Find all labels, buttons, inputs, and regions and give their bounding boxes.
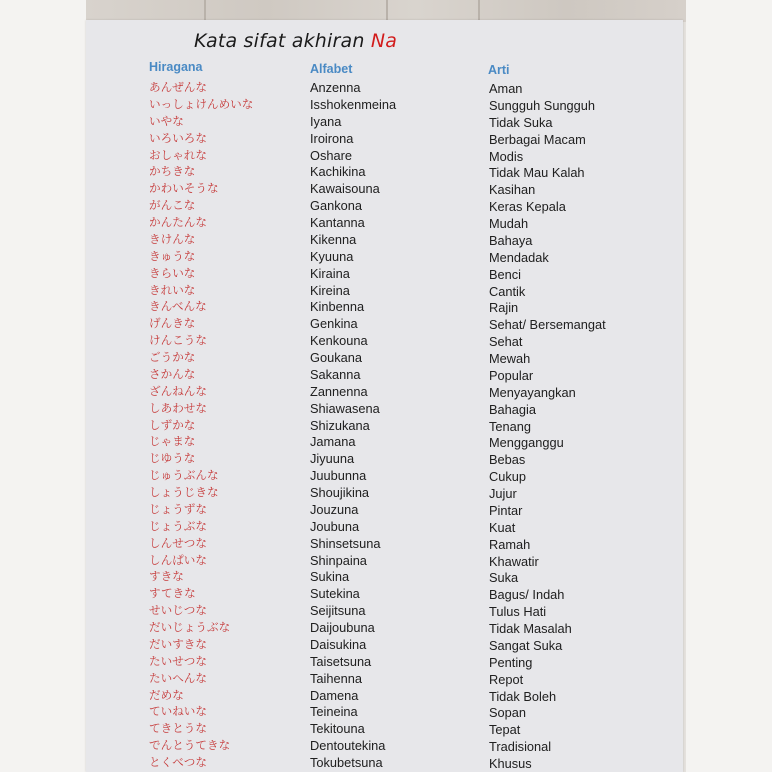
alfabet-word: Kachikina <box>310 164 366 180</box>
alfabet-word: Teineina <box>310 704 358 720</box>
hiragana-word: じょうぶな <box>149 518 207 533</box>
arti-word: Aman <box>489 81 523 96</box>
arti-word: Kasihan <box>489 182 536 198</box>
alfabet-word: Tokubetsuna <box>310 755 383 770</box>
hiragana-word: ざんねんな <box>149 383 207 398</box>
hiragana-word: しずかな <box>149 417 196 432</box>
alfabet-word: Dentoutekina <box>310 738 386 754</box>
hiragana-word: しんぱいな <box>149 552 207 567</box>
arti-word: Ramah <box>489 536 531 552</box>
hiragana-word: けんこうな <box>149 333 207 348</box>
header-alfabet: Alfabet <box>310 62 353 76</box>
alfabet-word: Gankona <box>310 198 362 214</box>
hiragana-word: じゆうな <box>149 451 196 466</box>
hiragana-word: たいへんな <box>149 670 207 685</box>
hiragana-word: とくべつな <box>149 755 207 769</box>
hiragana-word: きれいな <box>149 282 196 297</box>
hiragana-word: さかんな <box>149 366 196 381</box>
arti-word: Cantik <box>489 283 526 299</box>
hiragana-word: でんとうてきな <box>149 738 231 753</box>
hiragana-word: しあわせな <box>149 400 207 415</box>
sheet-title <box>194 30 397 52</box>
alfabet-word: Jouzuna <box>310 501 359 517</box>
hiragana-word: かちきな <box>149 164 196 179</box>
arti-word: Sungguh Sungguh <box>489 97 596 113</box>
alfabet-word: Taisetsuna <box>310 653 372 669</box>
arti-word: Suka <box>489 570 519 586</box>
arti-word: Kuat <box>489 519 516 535</box>
hiragana-word: しんせつな <box>149 535 207 550</box>
arti-word: Benci <box>489 266 522 282</box>
alfabet-word: Genkina <box>310 316 358 332</box>
hiragana-word: きらいな <box>149 265 196 280</box>
arti-word: Pintar <box>489 502 523 518</box>
alfabet-word: Taihenna <box>310 670 362 686</box>
hiragana-word: だめな <box>149 687 184 702</box>
alfabet-word: Sutekina <box>310 586 360 602</box>
arti-word: Popular <box>489 367 534 383</box>
alfabet-word: Daijoubuna <box>310 620 375 635</box>
hiragana-word: しょうじきな <box>149 485 219 499</box>
hiragana-word: かんたんな <box>149 215 207 229</box>
arti-word: Penting <box>489 654 533 670</box>
header-hiragana: Hiragana <box>149 60 203 74</box>
hiragana-word: いっしょけんめいな <box>149 96 254 111</box>
alfabet-word: Kireina <box>310 282 350 298</box>
hiragana-word: じゅうぶんな <box>149 468 219 483</box>
alfabet-word: Joubuna <box>310 518 360 534</box>
alfabet-word: Isshokenmeina <box>310 96 397 112</box>
arti-word: Modis <box>489 148 524 164</box>
hiragana-word: てきとうな <box>149 721 207 736</box>
arti-word: Mudah <box>489 216 529 231</box>
title-main: Kata sifat akhiran <box>194 30 365 52</box>
vocabulary-sheet <box>86 20 683 772</box>
hiragana-word: ごうかな <box>149 350 196 364</box>
alfabet-word: Anzenna <box>310 80 361 95</box>
hiragana-word: いろいろな <box>149 130 207 145</box>
alfabet-word: Daisukina <box>310 636 367 652</box>
hiragana-word: たいせつな <box>149 653 207 668</box>
arti-word: Tidak Masalah <box>489 621 572 636</box>
alfabet-word: Shinpaina <box>310 552 367 568</box>
alfabet-word: Juubunna <box>310 468 367 484</box>
arti-word: Keras Kepala <box>489 199 566 215</box>
hiragana-word: じゃまな <box>149 434 196 449</box>
hiragana-word: きゅうな <box>149 248 196 263</box>
arti-word: Sangat Suka <box>489 637 563 653</box>
header-arti: Arti <box>488 63 510 77</box>
arti-word: Khusus <box>489 756 532 771</box>
alfabet-word: Kyuuna <box>310 248 354 264</box>
alfabet-word: Shinsetsuna <box>310 535 381 551</box>
arti-word: Mendadak <box>489 249 549 265</box>
alfabet-word: Iroirona <box>310 130 354 146</box>
arti-word: Sopan <box>489 705 527 721</box>
hiragana-word: だいすきな <box>149 636 207 651</box>
alfabet-word: Kinbenna <box>310 299 365 315</box>
alfabet-word: Seijitsuna <box>310 603 366 619</box>
arti-word: Berbagai Macam <box>489 131 586 147</box>
arti-word: Bagus/ Indah <box>489 587 565 603</box>
alfabet-word: Jiyuuna <box>310 451 355 467</box>
arti-word: Tepat <box>489 722 521 738</box>
arti-word: Tidak Suka <box>489 114 553 130</box>
alfabet-word: Shoujikina <box>310 485 370 500</box>
arti-word: Tenang <box>489 418 531 434</box>
arti-word: Tradisional <box>489 739 552 755</box>
alfabet-word: Iyana <box>310 113 342 129</box>
arti-word: Tidak Mau Kalah <box>489 165 585 181</box>
hiragana-word: きけんな <box>149 231 196 246</box>
arti-word: Khawatir <box>489 553 539 569</box>
arti-column <box>489 81 679 772</box>
alfabet-column <box>310 80 485 772</box>
hiragana-word: すてきな <box>149 586 196 601</box>
arti-word: Mewah <box>489 351 531 366</box>
hiragana-word: いやな <box>149 113 184 128</box>
hiragana-word: だいじょうぶな <box>149 620 231 634</box>
arti-word: Jujur <box>489 486 517 501</box>
hiragana-word: きんべんな <box>149 299 207 314</box>
arti-word: Bebas <box>489 452 526 468</box>
arti-word: Cukup <box>489 469 526 485</box>
hiragana-word: じょうずな <box>149 501 207 516</box>
hiragana-word: おしゃれな <box>149 147 207 162</box>
alfabet-word: Kikenna <box>310 231 357 247</box>
hiragana-word: かわいそうな <box>149 181 219 196</box>
alfabet-word: Zannenna <box>310 383 368 399</box>
alfabet-word: Kantanna <box>310 215 365 230</box>
alfabet-word: Damena <box>310 687 359 703</box>
arti-word: Sehat <box>489 334 523 350</box>
hiragana-word: すきな <box>149 569 184 584</box>
arti-word: Tulus Hati <box>489 604 547 620</box>
arti-word: Bahagia <box>489 401 536 417</box>
wooden-surface <box>86 0 686 22</box>
arti-word: Repot <box>489 671 524 687</box>
arti-word: Rajin <box>489 300 519 316</box>
hiragana-word: げんきな <box>149 316 196 331</box>
arti-word: Mengganggu <box>489 435 564 451</box>
background-right <box>686 0 772 772</box>
arti-word: Menyayangkan <box>489 384 576 400</box>
alfabet-word: Shiawasena <box>310 400 380 416</box>
arti-word: Sehat/ Bersemangat <box>489 317 606 333</box>
hiragana-word: あんぜんな <box>149 80 207 94</box>
hiragana-word: ていねいな <box>149 704 207 719</box>
arti-word: Tidak Boleh <box>489 688 557 704</box>
alfabet-word: Tekitouna <box>310 721 365 737</box>
alfabet-word: Kenkouna <box>310 333 368 349</box>
alfabet-word: Jamana <box>310 434 356 450</box>
hiragana-word: せいじつな <box>149 603 207 618</box>
alfabet-word: Goukana <box>310 350 362 365</box>
alfabet-word: Kawaisouna <box>310 181 380 197</box>
title-accent: Na <box>370 30 398 52</box>
arti-word: Bahaya <box>489 232 533 248</box>
alfabet-word: Shizukana <box>310 417 370 433</box>
alfabet-word: Oshare <box>310 147 352 163</box>
background-left <box>0 0 86 772</box>
hiragana-column <box>149 79 309 771</box>
alfabet-word: Kiraina <box>310 265 350 281</box>
alfabet-word: Sakanna <box>310 366 361 382</box>
hiragana-word: がんこな <box>149 198 196 213</box>
alfabet-word: Sukina <box>310 569 350 585</box>
